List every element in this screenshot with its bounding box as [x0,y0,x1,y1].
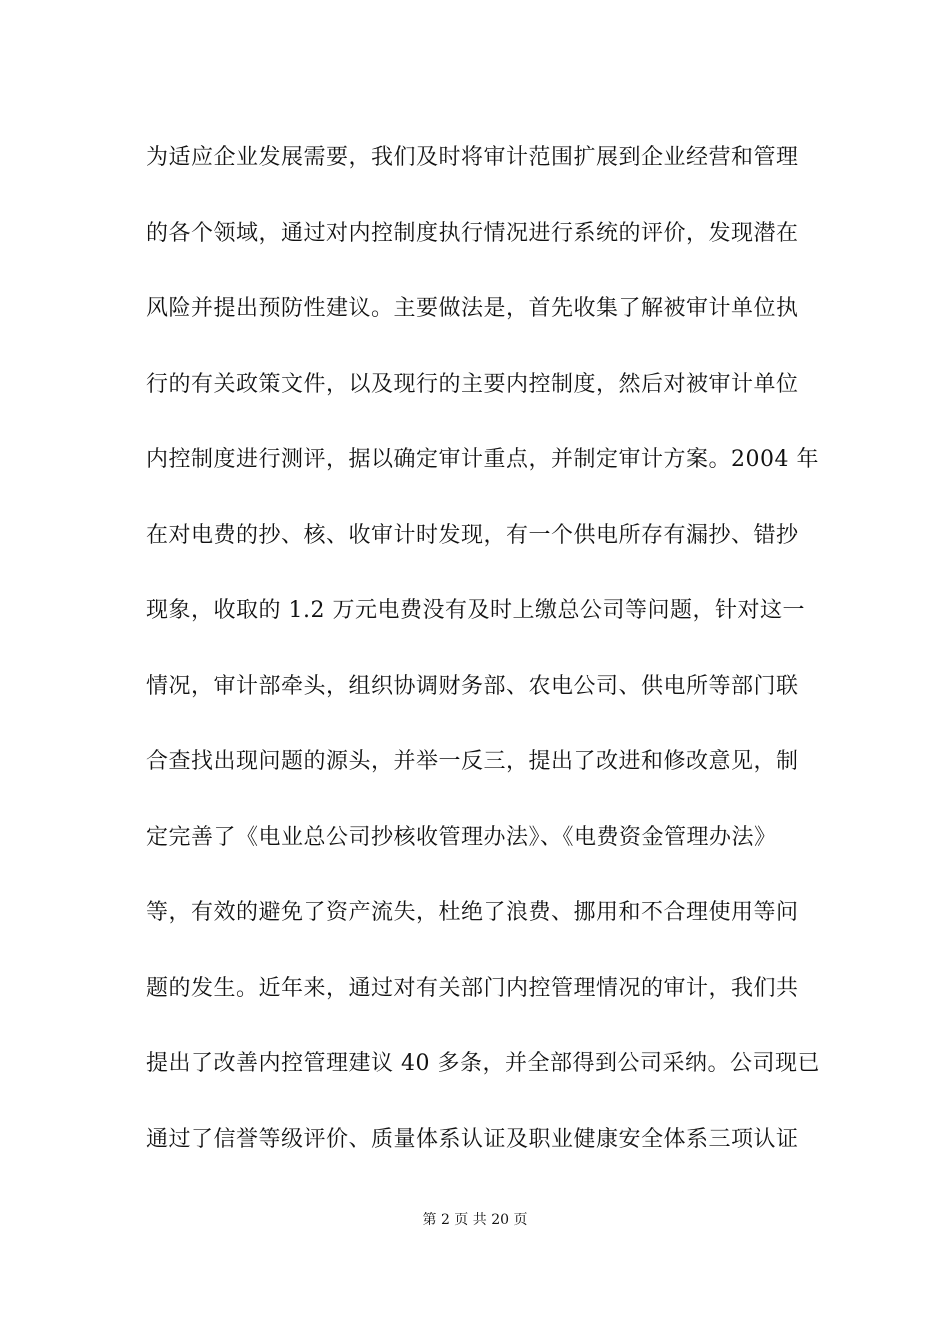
text-line: 内控制度进行测评，据以确定审计重点，并制定审计方案。2004 年 [146,447,819,472]
body-text [146,120,820,1177]
text-line: 在对电费的抄、核、收审计时发现，有一个供电所存有漏抄、错抄 [146,522,799,548]
text-line: 的各个领域，通过对内控制度执行情况进行系统的评价，发现潜在 [146,220,799,246]
page-number: 第 2 页 共 20 页 [422,1212,528,1228]
text-line: 情况，审计部牵头，组织协调财务部、农电公司、供电所等部门联 [146,673,799,699]
page-footer [0,1210,950,1230]
text-line: 合查找出现问题的源头，并举一反三，提出了改进和修改意见，制 [146,749,799,774]
text-line: 为适应企业发展需要，我们及时将审计范围扩展到企业经营和管理 [146,145,799,170]
text-line: 定完善了《电业总公司抄核收管理办法》、《电费资金管理办法》 [146,824,777,850]
text-line: 现象，收取的 1.2 万元电费没有及时上缴总公司等问题，针对这一 [146,598,805,623]
text-line: 风险并提出预防性建议。主要做法是，首先收集了解被审计单位执 [146,296,799,321]
text-line: 通过了信誉等级评价、质量体系认证及职业健康安全体系三项认证 [146,1126,799,1152]
text-line: 等，有效的避免了资产流失，杜绝了浪费、挪用和不合理使用等问 [146,900,799,925]
text-line: 提出了改善内控管理建议 40 多条，并全部得到公司采纳。公司现已 [146,1051,820,1076]
text-line: 题的发生。近年来，通过对有关部门内控管理情况的审计，我们共 [146,975,799,1001]
text-line: 行的有关政策文件，以及现行的主要内控制度，然后对被审计单位 [146,371,799,397]
